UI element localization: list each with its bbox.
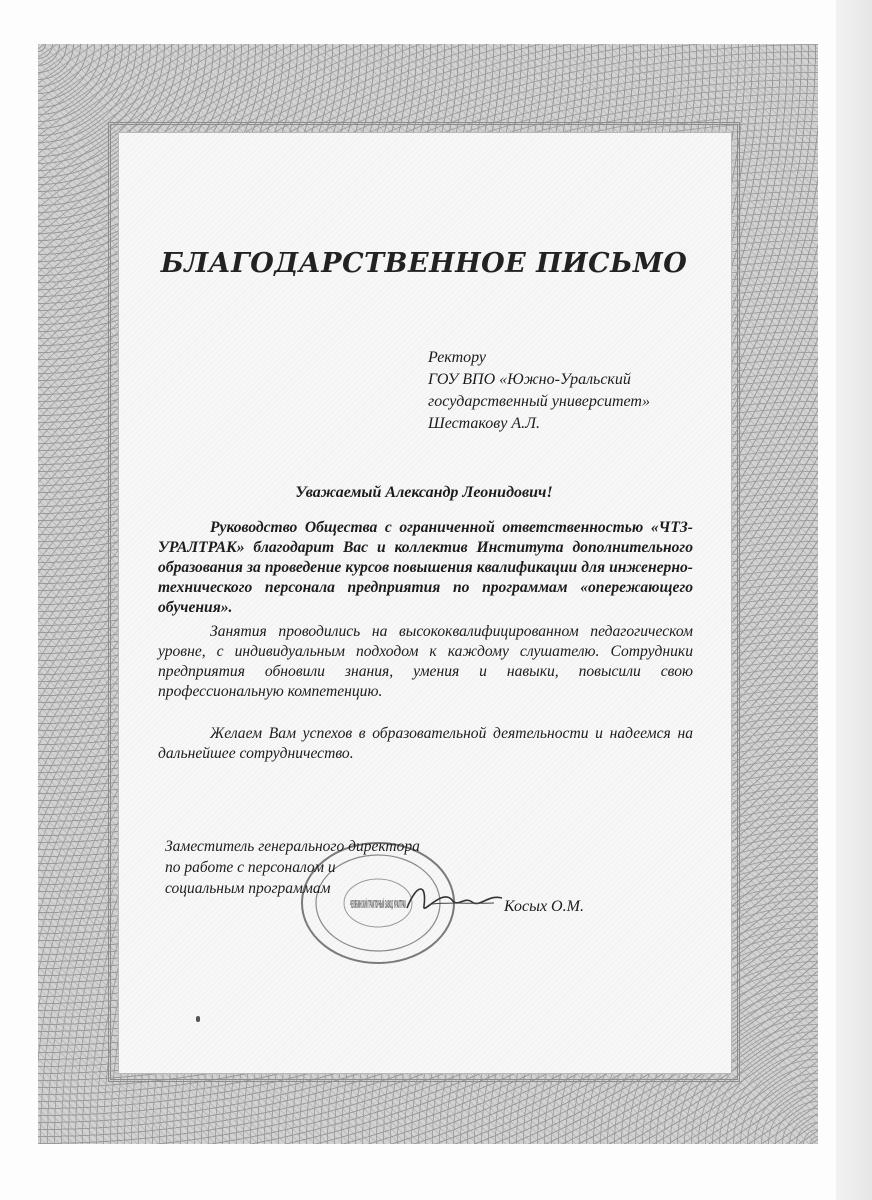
handwritten-signature (402, 878, 512, 923)
signatory-line: по работе с персоналом и (165, 859, 336, 876)
addressee-block (428, 347, 708, 435)
letter-title: БЛАГОДАРСТВЕННОЕ ПИСЬМО (160, 248, 688, 279)
paragraph-classes: Занятия проводились на высококвалифицированном педагогическом уровне, с индивидуальным подходом к каждому слушателю. Сотрудники предприятия обновили знания, умения и навыки, повысили свою профессиональную компетенцию. (158, 623, 693, 700)
stamp-text: ЧЕЛЯБИНСКИЙ ТРАКТОРНЫЙ ЗАВОД УРАЛТРАК (350, 898, 406, 911)
addressee-line: государственный университет» (428, 393, 650, 410)
addressee-line: ГОУ ВПО «Южно-Уральский (428, 371, 631, 388)
signatory-line: социальным программам (165, 880, 331, 897)
scan-speck (196, 1016, 200, 1022)
greeting: Уважаемый Александр Леонидович! (295, 484, 553, 501)
signatory-line: Заместитель генерального директора (165, 838, 420, 855)
scan-edge (836, 0, 872, 1200)
paragraph-gratitude: Руководство Общества с ограниченной ответственностью «ЧТЗ-УРАЛТРАК» благодарит Вас и коллектив Института дополнительного образования за проведение курсов повышения квалификации для инженерно-технического персонала предприятия по программам «опережающего обучения». (158, 519, 693, 616)
addressee-line: Шестакову А.Л. (428, 415, 540, 432)
paragraph-wishes: Желаем Вам успехов в образовательной деятельности и надеемся на дальнейшее сотрудничество. (158, 725, 693, 762)
signatory-name: Косых О.М. (504, 898, 584, 915)
addressee-line: Ректору (428, 349, 487, 366)
